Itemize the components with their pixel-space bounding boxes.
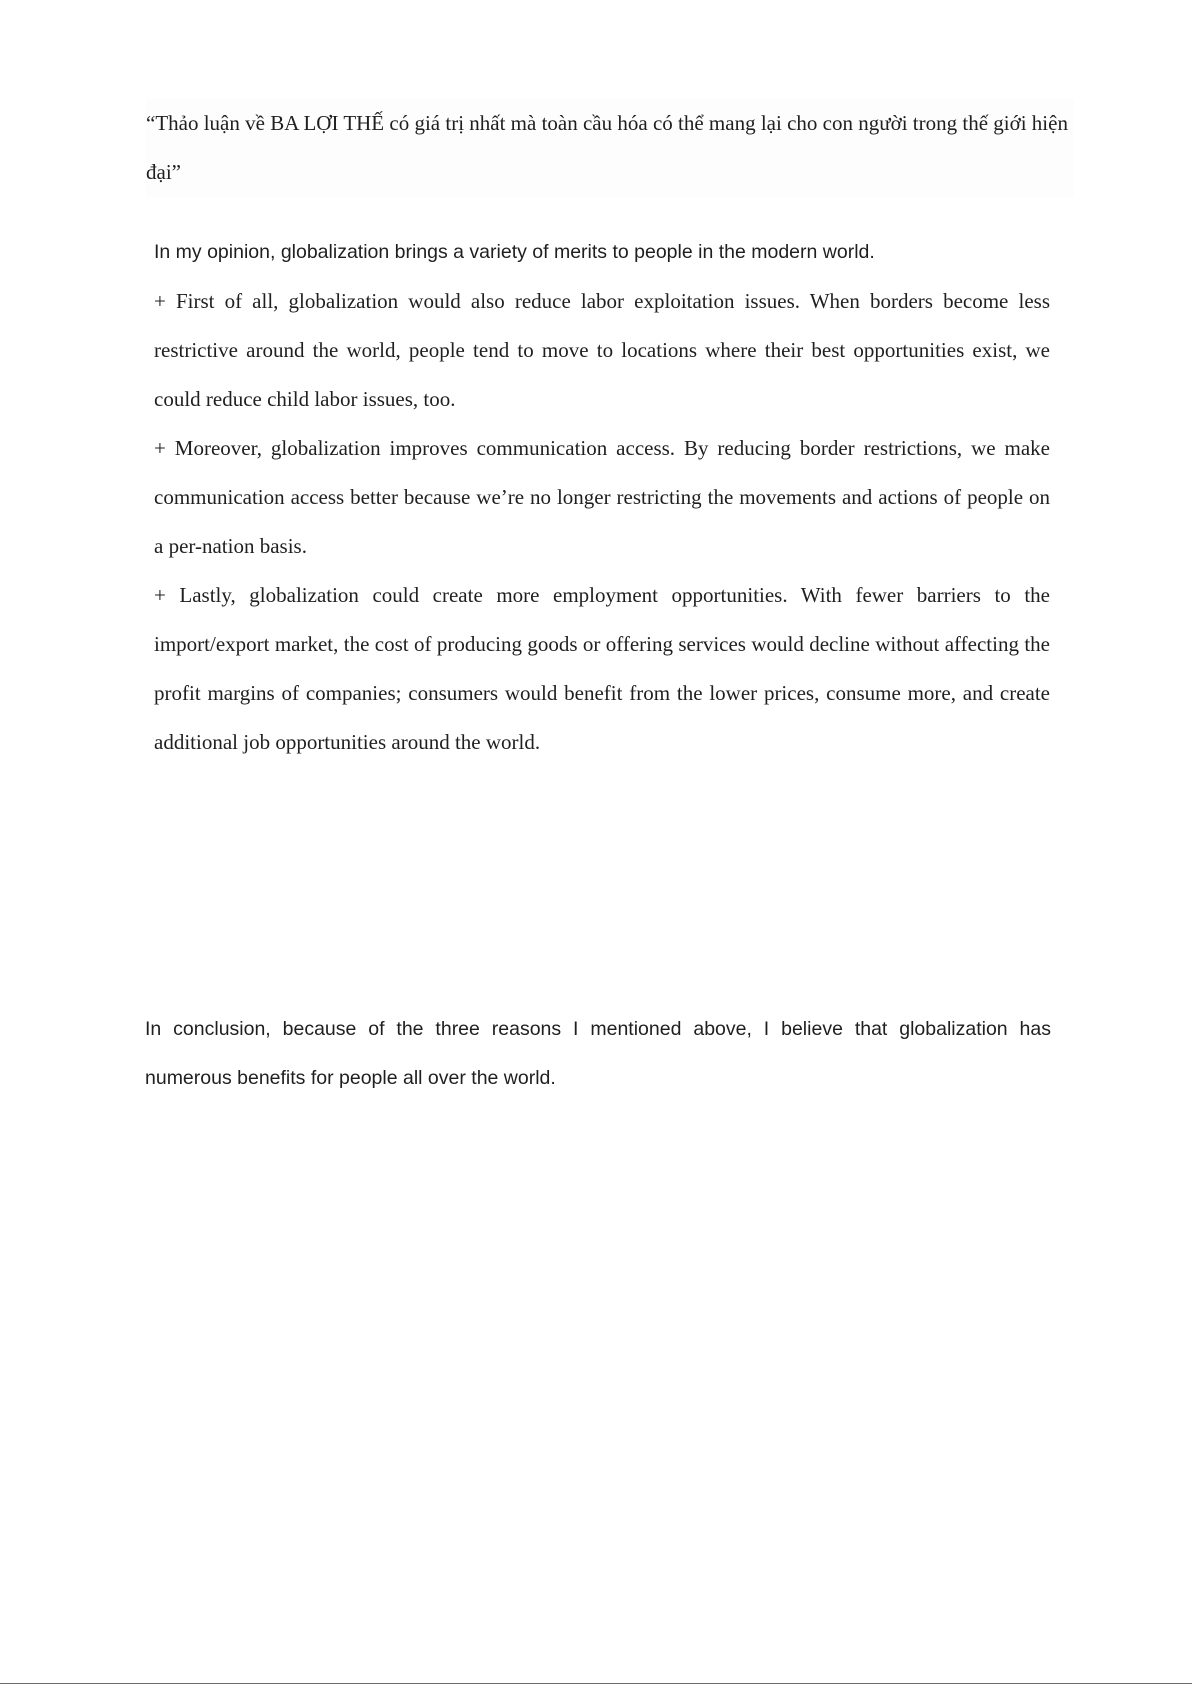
essay-conclusion-text: In conclusion, because of the three reasons I mentioned above, I believe that globalization has numerous benefits for people all over the world. — [145, 1018, 1051, 1089]
essay-point-2: + Moreover, globalization improves communication access. By reducing border restrictions, we make communication access better because we’re no longer restricting the movements and actions of people on a per-nation basis. — [154, 436, 1050, 558]
essay-point-1: + First of all, globalization would also reduce labor exploitation issues. When borders become less restrictive around the world, people tend to move to locations where their best opportunities exist, we could reduce child labor issues, too. — [154, 289, 1050, 411]
essay-point-3: + Lastly, globalization could create more employment opportunities. With fewer barriers to the import/export market, the cost of producing goods or offering services would decline without affecting the profit margins of companies; consumers would benefit from the lower prices, consume more, and create additional job opportunities around the world. — [154, 583, 1050, 754]
essay-prompt-text: “Thảo luận về BA LỢI THẾ có giá trị nhất mà toàn cầu hóa có thể mang lại cho con người trong thế giới hiện đại” — [146, 111, 1068, 184]
essay-prompt — [146, 99, 1074, 197]
page-bottom-divider — [0, 1683, 1192, 1684]
essay-body — [154, 228, 1050, 767]
essay-intro: In my opinion, globalization brings a variety of merits to people in the modern world. — [154, 241, 875, 263]
essay-conclusion — [145, 1005, 1051, 1103]
